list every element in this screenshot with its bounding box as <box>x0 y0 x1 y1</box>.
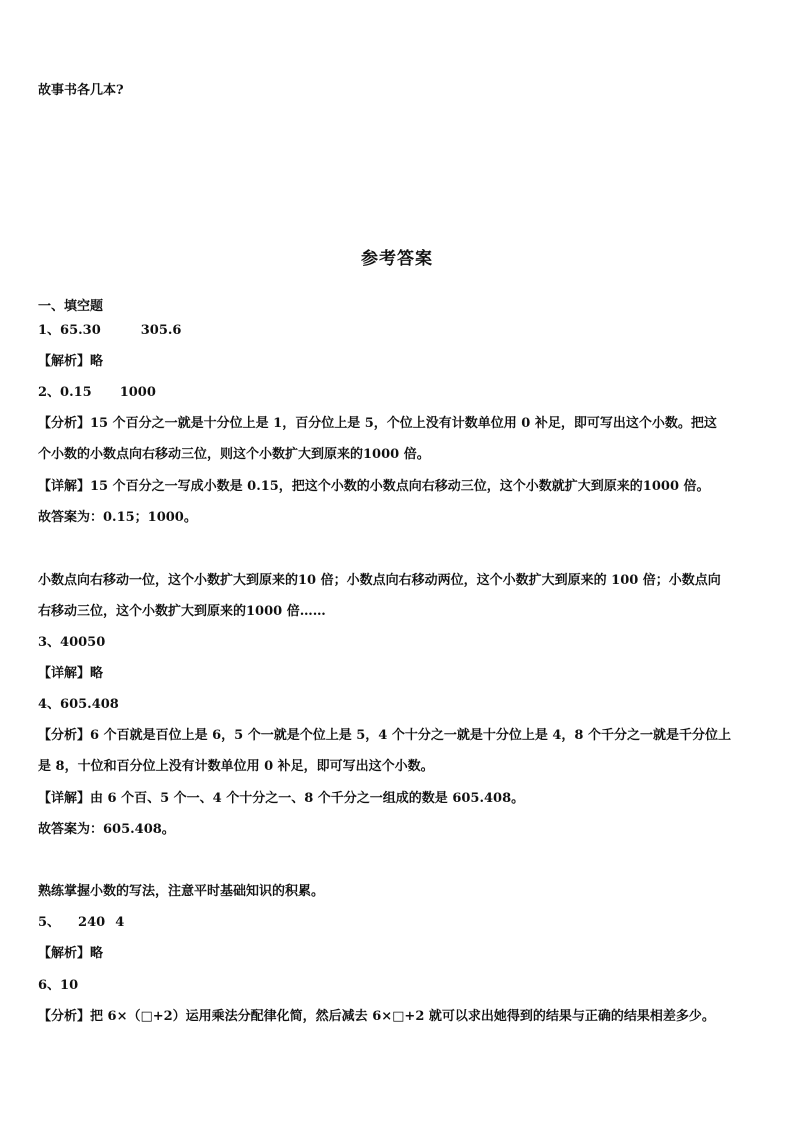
answer-4-analysis-line-2: 是 8，十位和百分位上没有计数单位用 0 补足，即可写出这个小数。 <box>38 759 434 774</box>
answer-1-value-2: 305.6 <box>140 323 182 338</box>
answer-6-analysis: 【分析】把 6×（□+2）运用乘法分配律化简，然后减去 6×□+2 就可以求出她得到的结果与正确的结果相差多少。 <box>38 1009 715 1024</box>
answer-5 <box>38 915 124 931</box>
answer-2-summary-line-1: 小数点向右移动一位，这个小数扩大到原来的10 倍；小数点向右移动两位，这个小数扩大到原来的 100 倍；小数点向 <box>38 573 721 588</box>
answer-2-summary-line-2: 右移动三位，这个小数扩大到原来的1000 倍…… <box>38 604 326 619</box>
answer-2-label: 2、0.15 <box>38 385 92 400</box>
answer-4-detail: 【详解】由 6 个百、5 个一、4 个十分之一、8 个千分之一组成的数是 605.408。 <box>38 791 525 806</box>
answer-4-analysis-line-1: 【分析】6 个百就是百位上是 6，5 个一就是个位上是 5，4 个十分之一就是十分位上是 4，8 个千分之一就是千分位上 <box>38 728 731 743</box>
answer-1-label: 1、65.30 <box>38 323 101 338</box>
answer-4-result: 故答案为：605.408。 <box>38 822 175 837</box>
answer-3-note: 【详解】略 <box>38 666 104 681</box>
answer-2-detail: 【详解】15 个百分之一写成小数是 0.15，把这个小数的小数点向右移动三位，这个小数就扩大到原来的1000 倍。 <box>38 479 710 494</box>
answer-1 <box>38 323 181 339</box>
intro-question-tail: 故事书各几本? <box>38 83 124 98</box>
answer-5-note: 【解析】略 <box>38 946 104 961</box>
answer-2-analysis-line-1: 【分析】15 个百分之一就是十分位上是 1，百分位上是 5，个位上没有计数单位用 0 补足，即可写出这个小数。把这 <box>38 416 717 431</box>
answer-4-summary: 熟练掌握小数的写法，注意平时基础知识的积累。 <box>38 884 325 899</box>
answer-3: 3、40050 <box>38 635 106 650</box>
page-title: 参考答案 <box>361 249 433 269</box>
answer-5-value-1: 240 <box>78 915 106 930</box>
answer-1-note: 【解析】略 <box>38 354 104 369</box>
answer-6: 6、10 <box>38 978 79 993</box>
answer-5-label: 5、 <box>38 915 61 930</box>
answer-2-analysis-line-2: 个小数的小数点向右移动三位，则这个小数扩大到原来的1000 倍。 <box>38 447 430 462</box>
answer-2 <box>38 385 156 401</box>
answer-2-value-2: 1000 <box>119 385 156 400</box>
section-heading: 一、填空题 <box>38 299 104 314</box>
answer-2-result: 故答案为：0.15；1000。 <box>38 510 197 525</box>
answer-5-value-2: 4 <box>115 915 125 930</box>
answer-4: 4、605.408 <box>38 697 119 712</box>
